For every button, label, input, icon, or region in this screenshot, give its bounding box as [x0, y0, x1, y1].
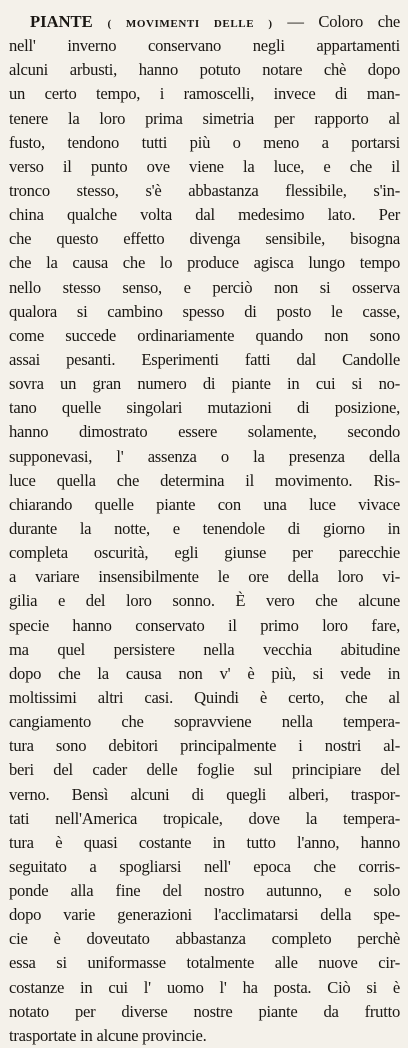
- text-line: che la causa che lo produce agisca lungo tempo: [9, 253, 400, 273]
- text-line: costanze in cui l' uomo l' ha posta. Ciò si è: [9, 977, 400, 997]
- entry-subheading: ( MOVIMENTI DELLE ): [107, 18, 273, 30]
- text-line: tano quelle singolari mutazioni di posizione,: [9, 398, 400, 418]
- text-line: china qualche volta dal medesimo lato. Per: [9, 205, 400, 225]
- text-line: qualora si cambino spesso di posto le casse,: [9, 301, 400, 321]
- text-line: ma quel persistere nella vecchia abitudine: [9, 639, 400, 659]
- text-line: luce quella che determina il movimento. Ris-: [9, 470, 400, 490]
- text-line: un certo tempo, i ramoscelli, invece di man-: [9, 84, 400, 104]
- text-line: chiarando quelle piante con una luce vivace: [9, 494, 400, 514]
- text-line: specie hanno conservato il primo loro fare,: [9, 615, 400, 635]
- text-line: seguitato a spogliarsi nell' epoca che corris-: [9, 856, 400, 876]
- text-line: nell' inverno conservano negli appartamenti: [9, 36, 400, 56]
- text-line: durante la notte, e tenendole di giorno in: [9, 518, 400, 538]
- text-line: alcuni arbusti, hanno potuto notare chè dopo: [9, 60, 400, 80]
- text-line: beri del cader delle foglie sul principiare del: [9, 760, 400, 780]
- text-line: notato per diverse nostre piante da frutto: [9, 1001, 400, 1021]
- text-line: hanno dimostrato essere solamente, secondo: [9, 422, 400, 442]
- text-line: sovra un gran numero di piante in cui si no-: [9, 374, 400, 394]
- text-line: verno. Bensì alcuni di quegli alberi, traspor-: [9, 784, 400, 804]
- entry-headword: PIANTE: [30, 12, 93, 31]
- text-line: fusto, tendono tutti più o meno a portarsi: [9, 132, 400, 152]
- text-line: come succede ordinariamente quando non sono: [9, 325, 400, 345]
- text-line: assai pesanti. Esperimenti fatti dal Candolle: [9, 349, 400, 369]
- text-line: tati nell'America tropicale, dove la tempera-: [9, 808, 400, 828]
- text-line: cangiamento che sopravviene nella tempera-: [9, 712, 400, 732]
- headline-line: [9, 10, 400, 34]
- text-line: che questo effetto divenga sensibile, bisogna: [9, 229, 400, 249]
- text-line: dopo varie generazioni l'acclimatarsi della spe-: [9, 905, 400, 925]
- text-line: ponde alla fine del nostro autunno, e solo: [9, 881, 400, 901]
- article-body: [9, 34, 400, 1048]
- text-line: tura è quasi costante in tutto l'anno, hanno: [9, 832, 400, 852]
- entry-first-line-rest: — Coloro che: [287, 12, 401, 31]
- text-line: cie è doveutato abbastanza completo perchè: [9, 929, 400, 949]
- text-line: verso il punto ove viene la luce, e che il: [9, 156, 400, 176]
- text-line: supponevasi, l' assenza o la presenza della: [9, 446, 400, 466]
- text-line: a variare insensibilmente le ore della loro vi-: [9, 567, 400, 587]
- text-line: tronco stesso, s'è abbastanza flessibile, s'in-: [9, 180, 400, 200]
- text-line: moltissimi altri casi. Quindi è certo, che al: [9, 687, 400, 707]
- text-line: essa si uniformasse totalmente alle nuove cir-: [9, 953, 400, 973]
- text-line: dopo che la causa non v' è più, si vede in: [9, 663, 400, 683]
- text-line: completa oscurità, egli giunse per parecchie: [9, 543, 400, 563]
- text-line: gilia e del loro sonno. È vero che alcune: [9, 591, 400, 611]
- text-line: nello stesso senso, e perciò non si osserva: [9, 277, 400, 297]
- text-line: tura sono debitori principalmente i nostri al-: [9, 736, 400, 756]
- text-line: tenere la loro prima simetria per rapporto al: [9, 108, 400, 128]
- text-line: trasportate in alcune provincie.: [9, 1025, 207, 1045]
